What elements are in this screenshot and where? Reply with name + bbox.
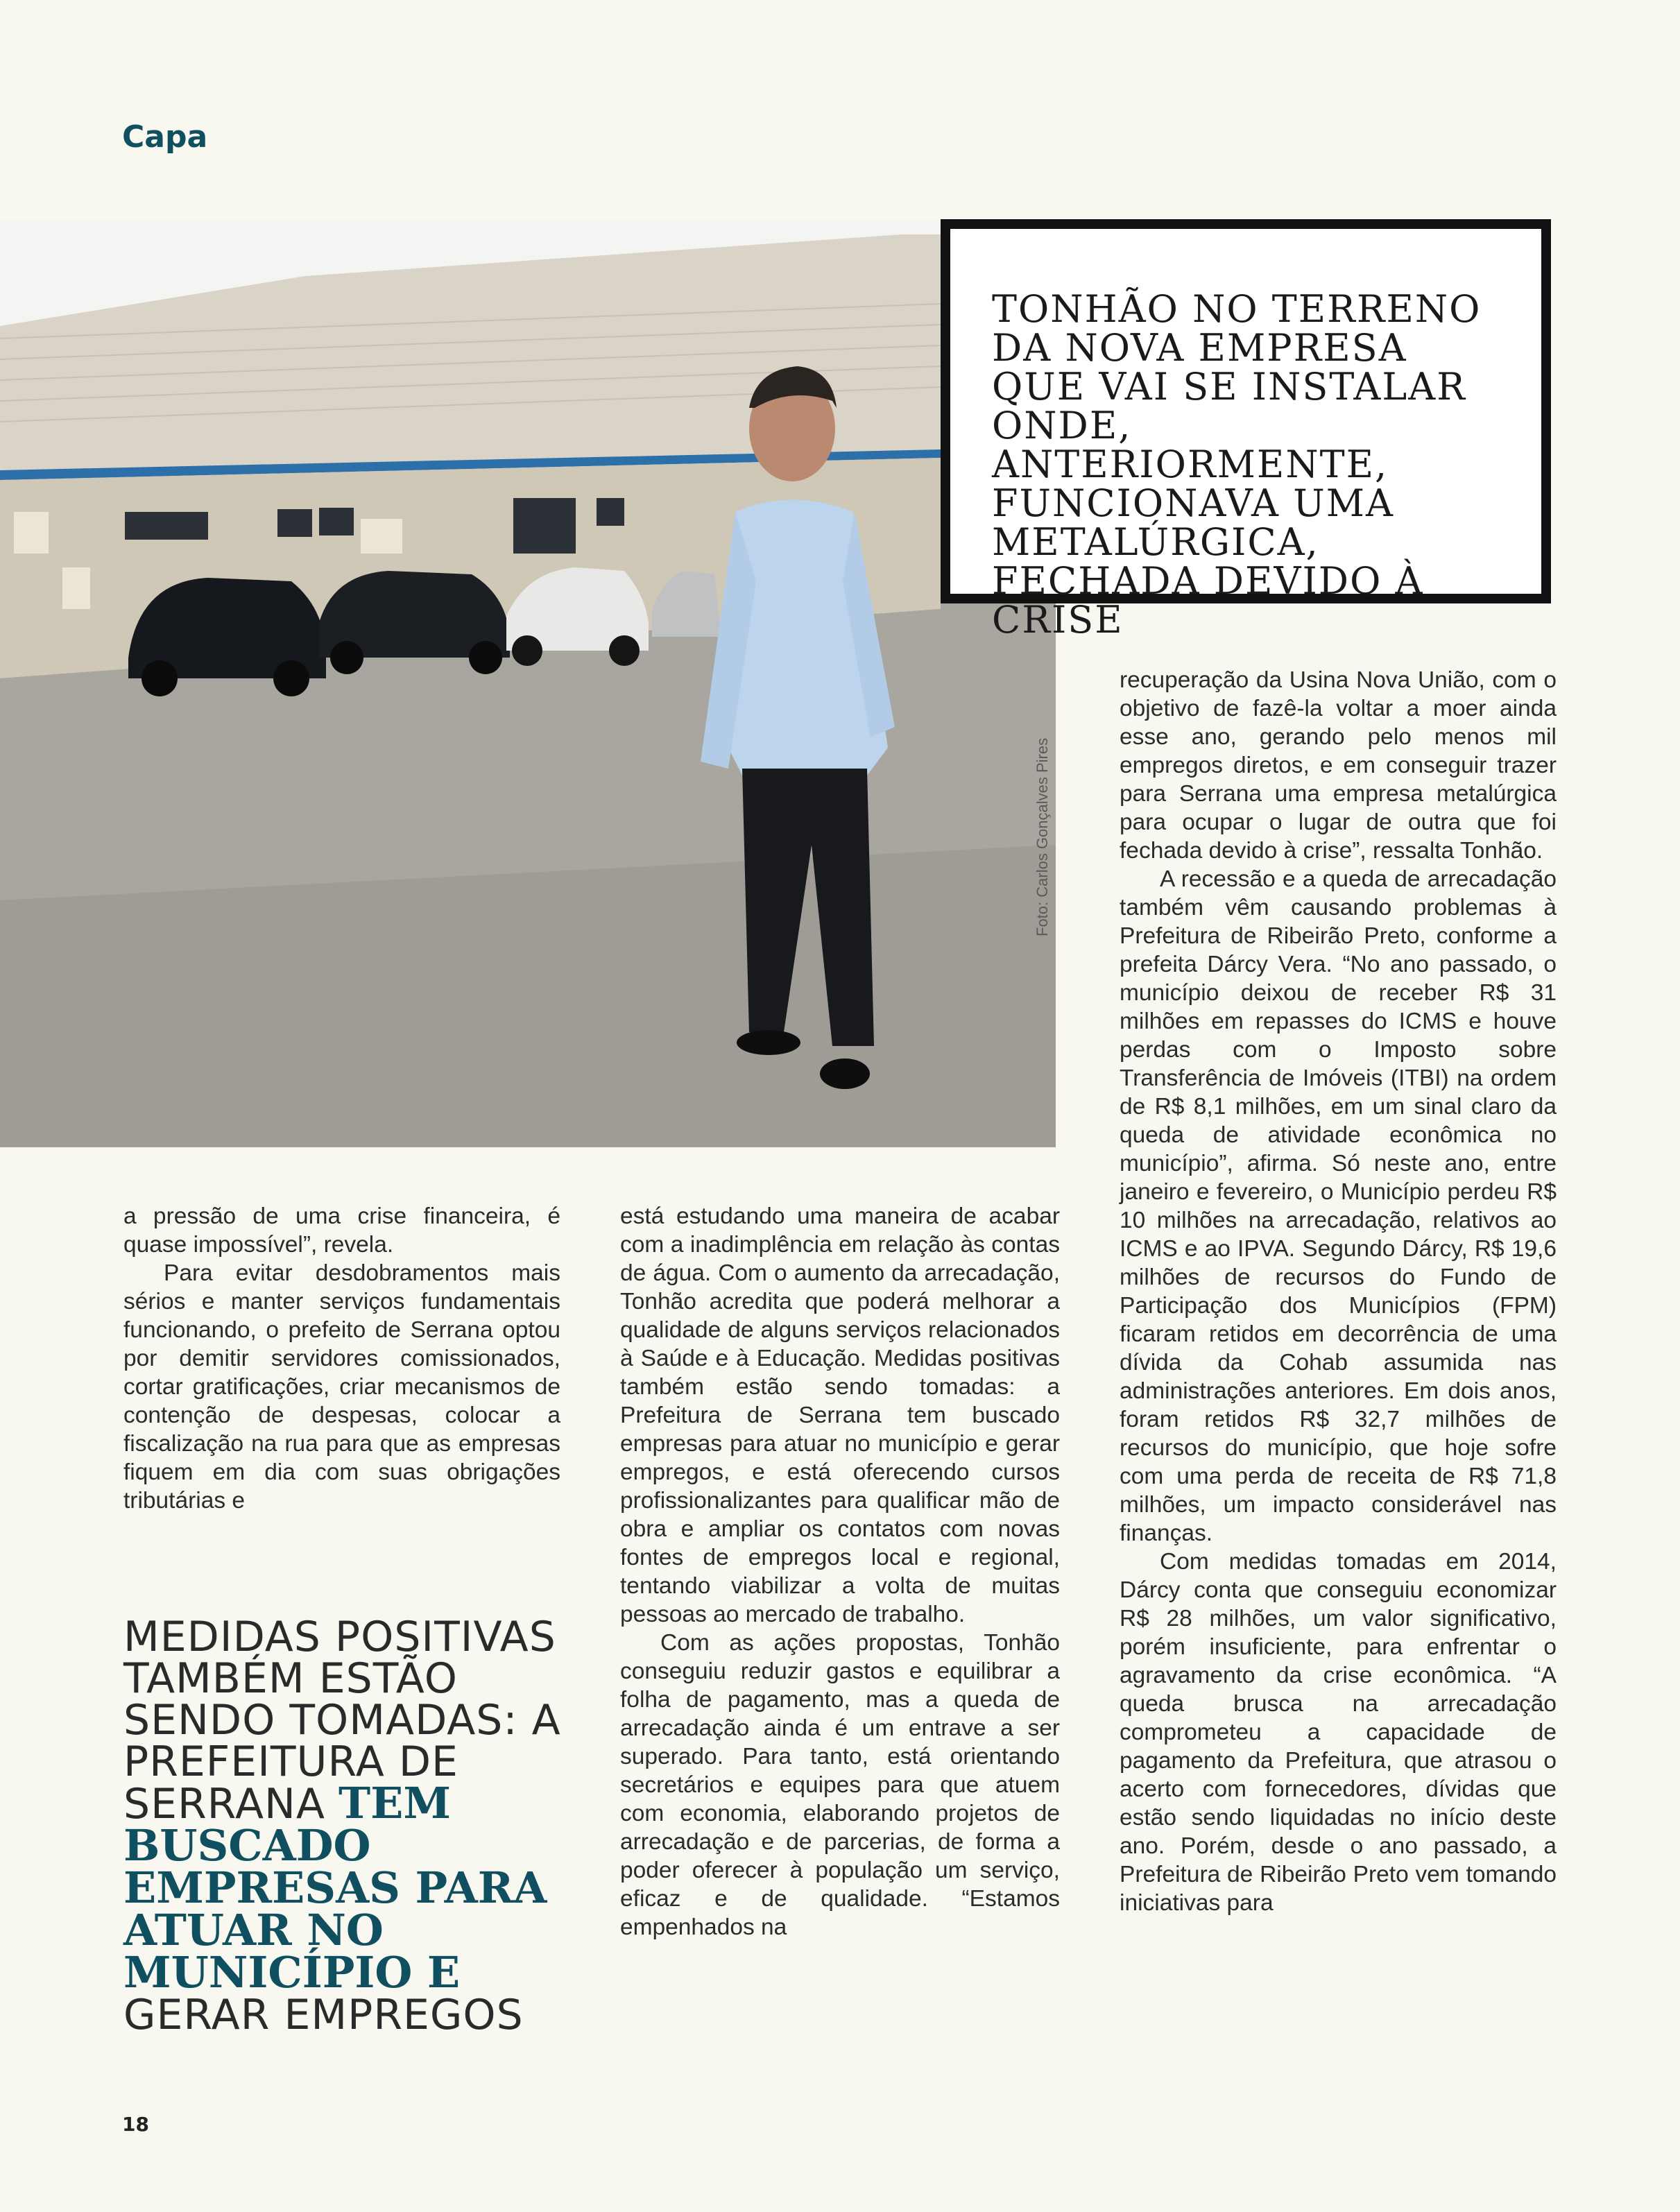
pull-quote (123, 1613, 567, 2039)
col2-paragraph-1: está estudando uma maneira de acabar com a inadimplência em relação às contas de água. Com o aumento da arrecadação, Tonhão acredita que poderá melhorar a qualidade de alguns serviços relacionados à Saúde e à Educação. Medidas positivas também estão sendo tomadas: a Prefeitura de Serrana tem buscado empresas para atuar no município e gerar empregos, e está oferecendo cursos profissionalizantes para qualificar mão de obra e ampliar os contatos com novas fontes de empregos local e regional, tentando viabilizar a volta de muitas pessoas ao mercado de trabalho. (620, 1203, 1060, 1627)
caption-inner (950, 229, 1541, 642)
pull-quote-lead: MEDIDAS POSITIVAS TAMBÉM ESTÃO SENDO TOMADAS: A PREFEITURA DE SERRANA (123, 1613, 561, 1828)
col3-paragraph-3: Com medidas tomadas em 2014, Dárcy conta que conseguiu economizar R$ 28 milhões, um valor significativo, porém insuficiente, para enfrentar o agravamento da crise econômica. “A queda brusca na arrecadação comprometeu a capacidade de pagamento da Prefeitura, que atrasou o acerto com fornecedores, dívidas que estão sendo liquidadas no início deste ano. Porém, desde o ano passado, a Prefeitura de Ribeirão Preto vem tomando iniciativas para (1120, 1549, 1557, 1916)
col2-paragraph-2: Com as ações propostas, Tonhão conseguiu reduzir gastos e equilibrar a folha de pagamento, mas a queda de arrecadação ainda é um entrave a ser superado. Para tanto, está orientando secretários e equipes para que atuem com economia, elaborando projetos de arrecadação e de parcerias, de forma a poder oferecer à população um serviço, eficaz e de qualidade. “Estamos empenhados na (620, 1630, 1060, 1940)
col1-paragraph-2: Para evitar desdobramentos mais sérios e manter serviços fundamentais funcionando, o prefeito de Serrana optou por demitir servidores comissionados, cortar gratificações, criar mecanismos de contenção de despesas, colocar a fiscalização na rua para que as empresas fiquem em dia com suas obrigações tributárias e (123, 1260, 560, 1514)
col1-paragraph-1: a pressão de uma crise financeira, é quase impossível”, revela. (123, 1203, 560, 1258)
pull-quote-highlight: TEM BUSCADO EMPRESAS PARA ATUAR NO MUNICÍPIO E (123, 1778, 547, 1998)
article-photo (0, 221, 1056, 1147)
photo-caption-box (941, 219, 1551, 642)
page-number: 18 (122, 2113, 149, 2136)
column-1 (123, 1202, 560, 1515)
photo-caption: TONHÃO NO TERRENO DA NOVA EMPRESA QUE VAI SE INSTALAR ONDE, ANTERIORMENTE, FUNCIONAVA UMA METALÚRGICA, FECHADA DEVIDO À CRISE (992, 287, 1482, 642)
col3-paragraph-1: recuperação da Usina Nova União, com o objetivo de fazê-la voltar a moer ainda esse ano, gerando pelo menos mil empregos diretos, e em conseguir trazer para Serrana uma empresa metalúrgica para ocupar o lugar de outra que foi fechada devido à crise”, ressalta Tonhão. (1120, 667, 1557, 864)
col3-paragraph-2: A recessão e a queda de arrecadação também vêm causando problemas à Prefeitura de Ribeirão Preto, conforme a prefeita Dárcy Vera. “No ano passado, o município deixou de receber R$ 31 milhões em repasses do ICMS e houve perdas com o Imposto sobre Transferência de Imóveis (ITBI) na ordem de R$ 8,1 milhões, em um sinal claro da queda de atividade econômica no município”, afirma. Só neste ano, entre janeiro e fevereiro, o Município perdeu R$ 10 milhões na arrecadação, relativos ao ICMS e ao IPVA. Segundo Dárcy, R$ 19,6 milhões de recursos do Fundo de Participação dos Municípios (FPM) ficaram retidos em decorrência de uma dívida da Cohab assumida nas administrações anteriores. Em dois anos, foram retidos R$ 32,7 milhões de recursos do município, que hoje sofre com uma perda de receita de R$ 71,8 milhões, um impacto considerável nas finanças. (1120, 866, 1557, 1546)
column-2 (620, 1202, 1060, 1941)
column-3 (1120, 666, 1557, 1917)
pull-quote-tail: GERAR EMPREGOS (123, 1991, 524, 2039)
section-label: Capa (122, 119, 208, 155)
